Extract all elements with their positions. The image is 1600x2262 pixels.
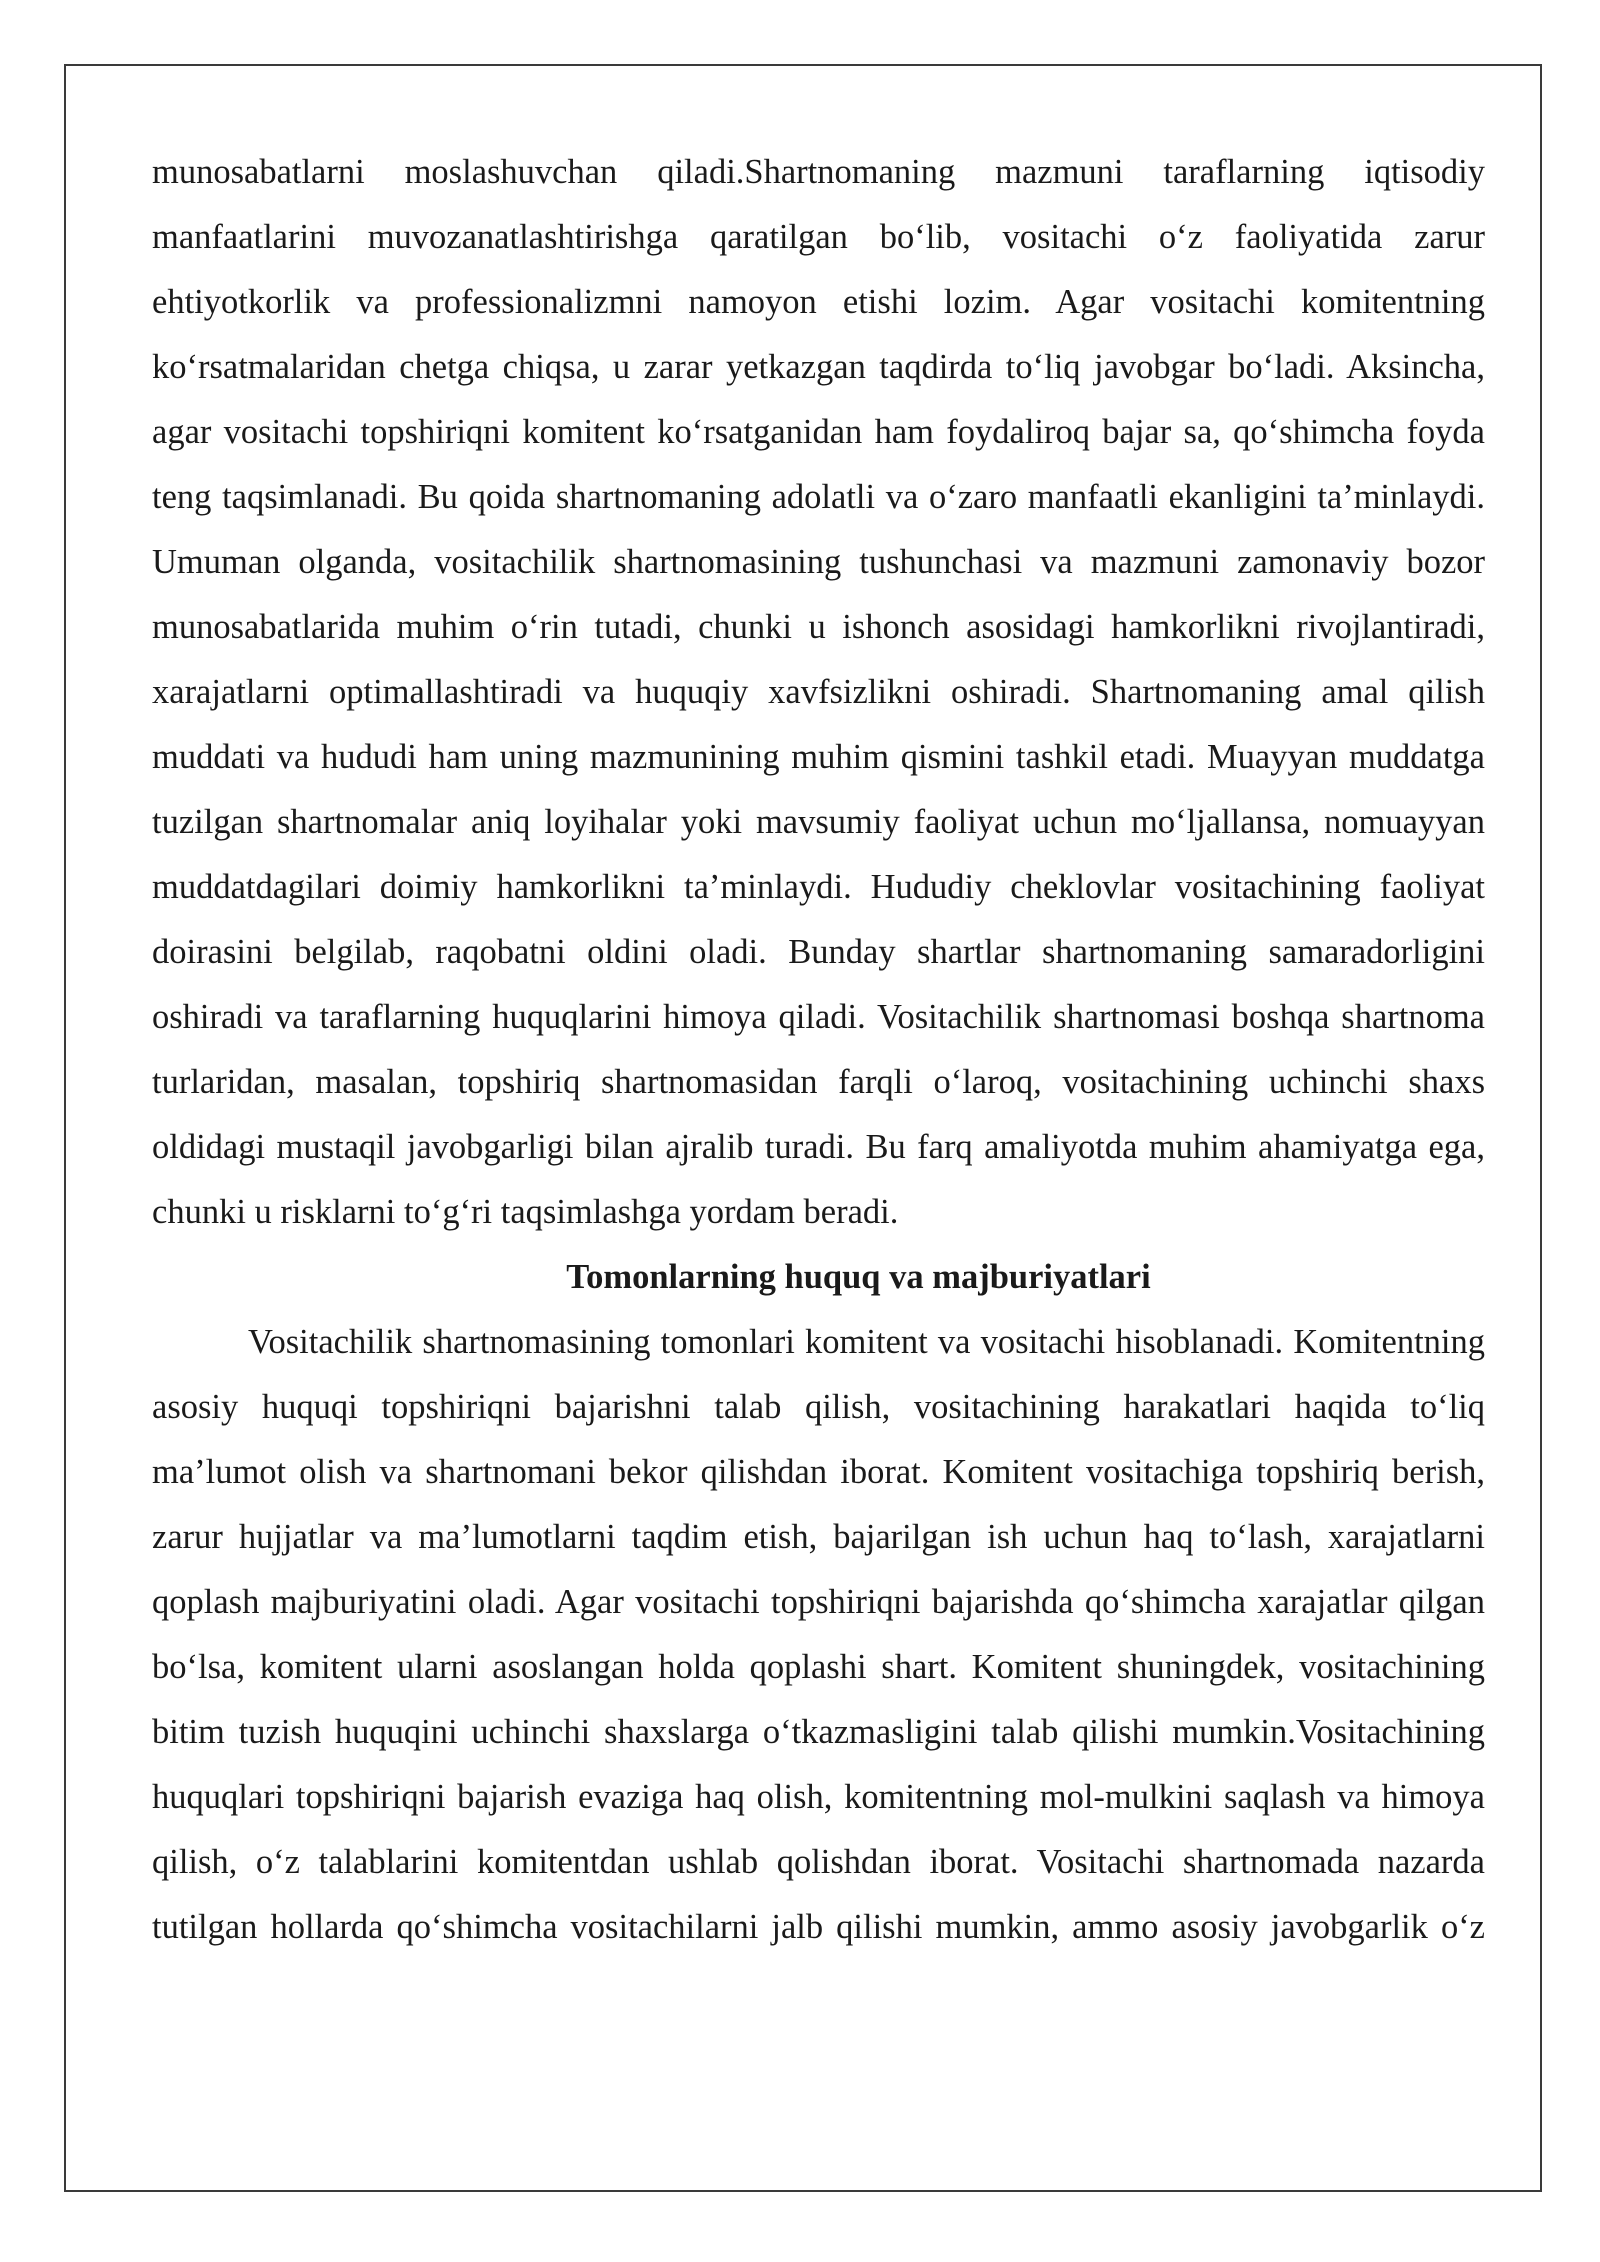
paragraph-parties-rights: Vositachilik shartnomasining tomonlari komitent va vositachi hisoblanadi. Komitentning asosiy huquqi topshiriqni bajarishni talab qilish, vositachining harakatlari haqida to‘liq ma’lumot olish va shartnomani bekor qilishdan iborat. Komitent vositachiga topshiriq berish, zarur hujjatlar va ma’lumotlarni taqdim etish, bajarilgan ish uchun haq to‘lash, xarajatlarni qoplash majburiyatini oladi. Agar vositachi topshiriqni bajarishda qo‘shimcha xarajatlar qilgan bo‘lsa, komitent ularni asoslangan holda qoplashi shart. Komitent shuningdek, vositachining bitim tuzish huquqini uchinchi shaxslarga o‘tkazmasligini talab qilishi mumkin.Vositachining huquqlari topshiriqni bajarish evaziga haq olish, komitentning mol-mulkini saqlash va himoya qilish, o‘z talablarini komitentdan ushlab qolishdan iborat. Vositachi shartnomada nazarda tutilgan hollarda qo‘shimcha vositachilarni jalb qilishi mumkin, ammo asosiy javobgarlik o‘z xyxy=(152,1323,1485,1946)
section-heading: Tomonlarning huquq va majburiyatlari xyxy=(566,1258,1151,1296)
document-body xyxy=(152,140,1485,1960)
paragraph-contract-content: munosabatlarni moslashuvchan qiladi.Shartnomaning mazmuni taraflarning iqtisodiy manfaatlarini muvozanatlashtirishga qaratilgan bo‘lib, vositachi o‘z faoliyatida zarur ehtiyotkorlik va professionalizmni namoyon etishi lozim. Agar vositachi komitentning ko‘rsatmalaridan chetga chiqsa, u zarar yetkazgan taqdirda to‘liq javobgar bo‘ladi. Aksincha, agar vositachi topshiriqni komitent ko‘rsatganidan ham foydaliroq bajar sa, qo‘shimcha foyda teng taqsimlanadi. Bu qoida shartnomaning adolatli va o‘zaro manfaatli ekanligini ta’minlaydi. Umuman olganda, vositachilik shartnomasining tushunchasi va mazmuni zamonaviy bozor munosabatlarida muhim o‘rin tutadi, chunki u ishonch asosidagi hamkorlikni rivojlantiradi, xarajatlarni optimallashtiradi va huquqiy xavfsizlikni oshiradi. Shartnomaning amal qilish muddati va hududi ham uning mazmunining muhim qismini tashkil etadi. Muayyan muddatga tuzilgan shartnomalar aniq loyihalar yoki mavsumiy faoliyat uchun mo‘ljallansa, nomuayyan muddatdagilari doimiy hamkorlikni ta’minlaydi. Hududiy cheklovlar vositachining faoliyat doirasini belgilab, raqobatni oldini oladi. Bunday shartlar shartnomaning samaradorligini oshiradi va taraflarning huquqlarini himoya qiladi. Vositachilik shartnomasi boshqa shartnoma turlaridan, masalan, topshiriq shartnomasidan farqli o‘laroq, vositachining uchinchi shaxs oldidagi mustaqil javobgarligi bilan ajralib turadi. Bu farq amaliyotda muhim ahamiyatga ega, chunki u risklarni to‘g‘ri taqsimlashga yordam beradi. xyxy=(152,153,1485,1231)
